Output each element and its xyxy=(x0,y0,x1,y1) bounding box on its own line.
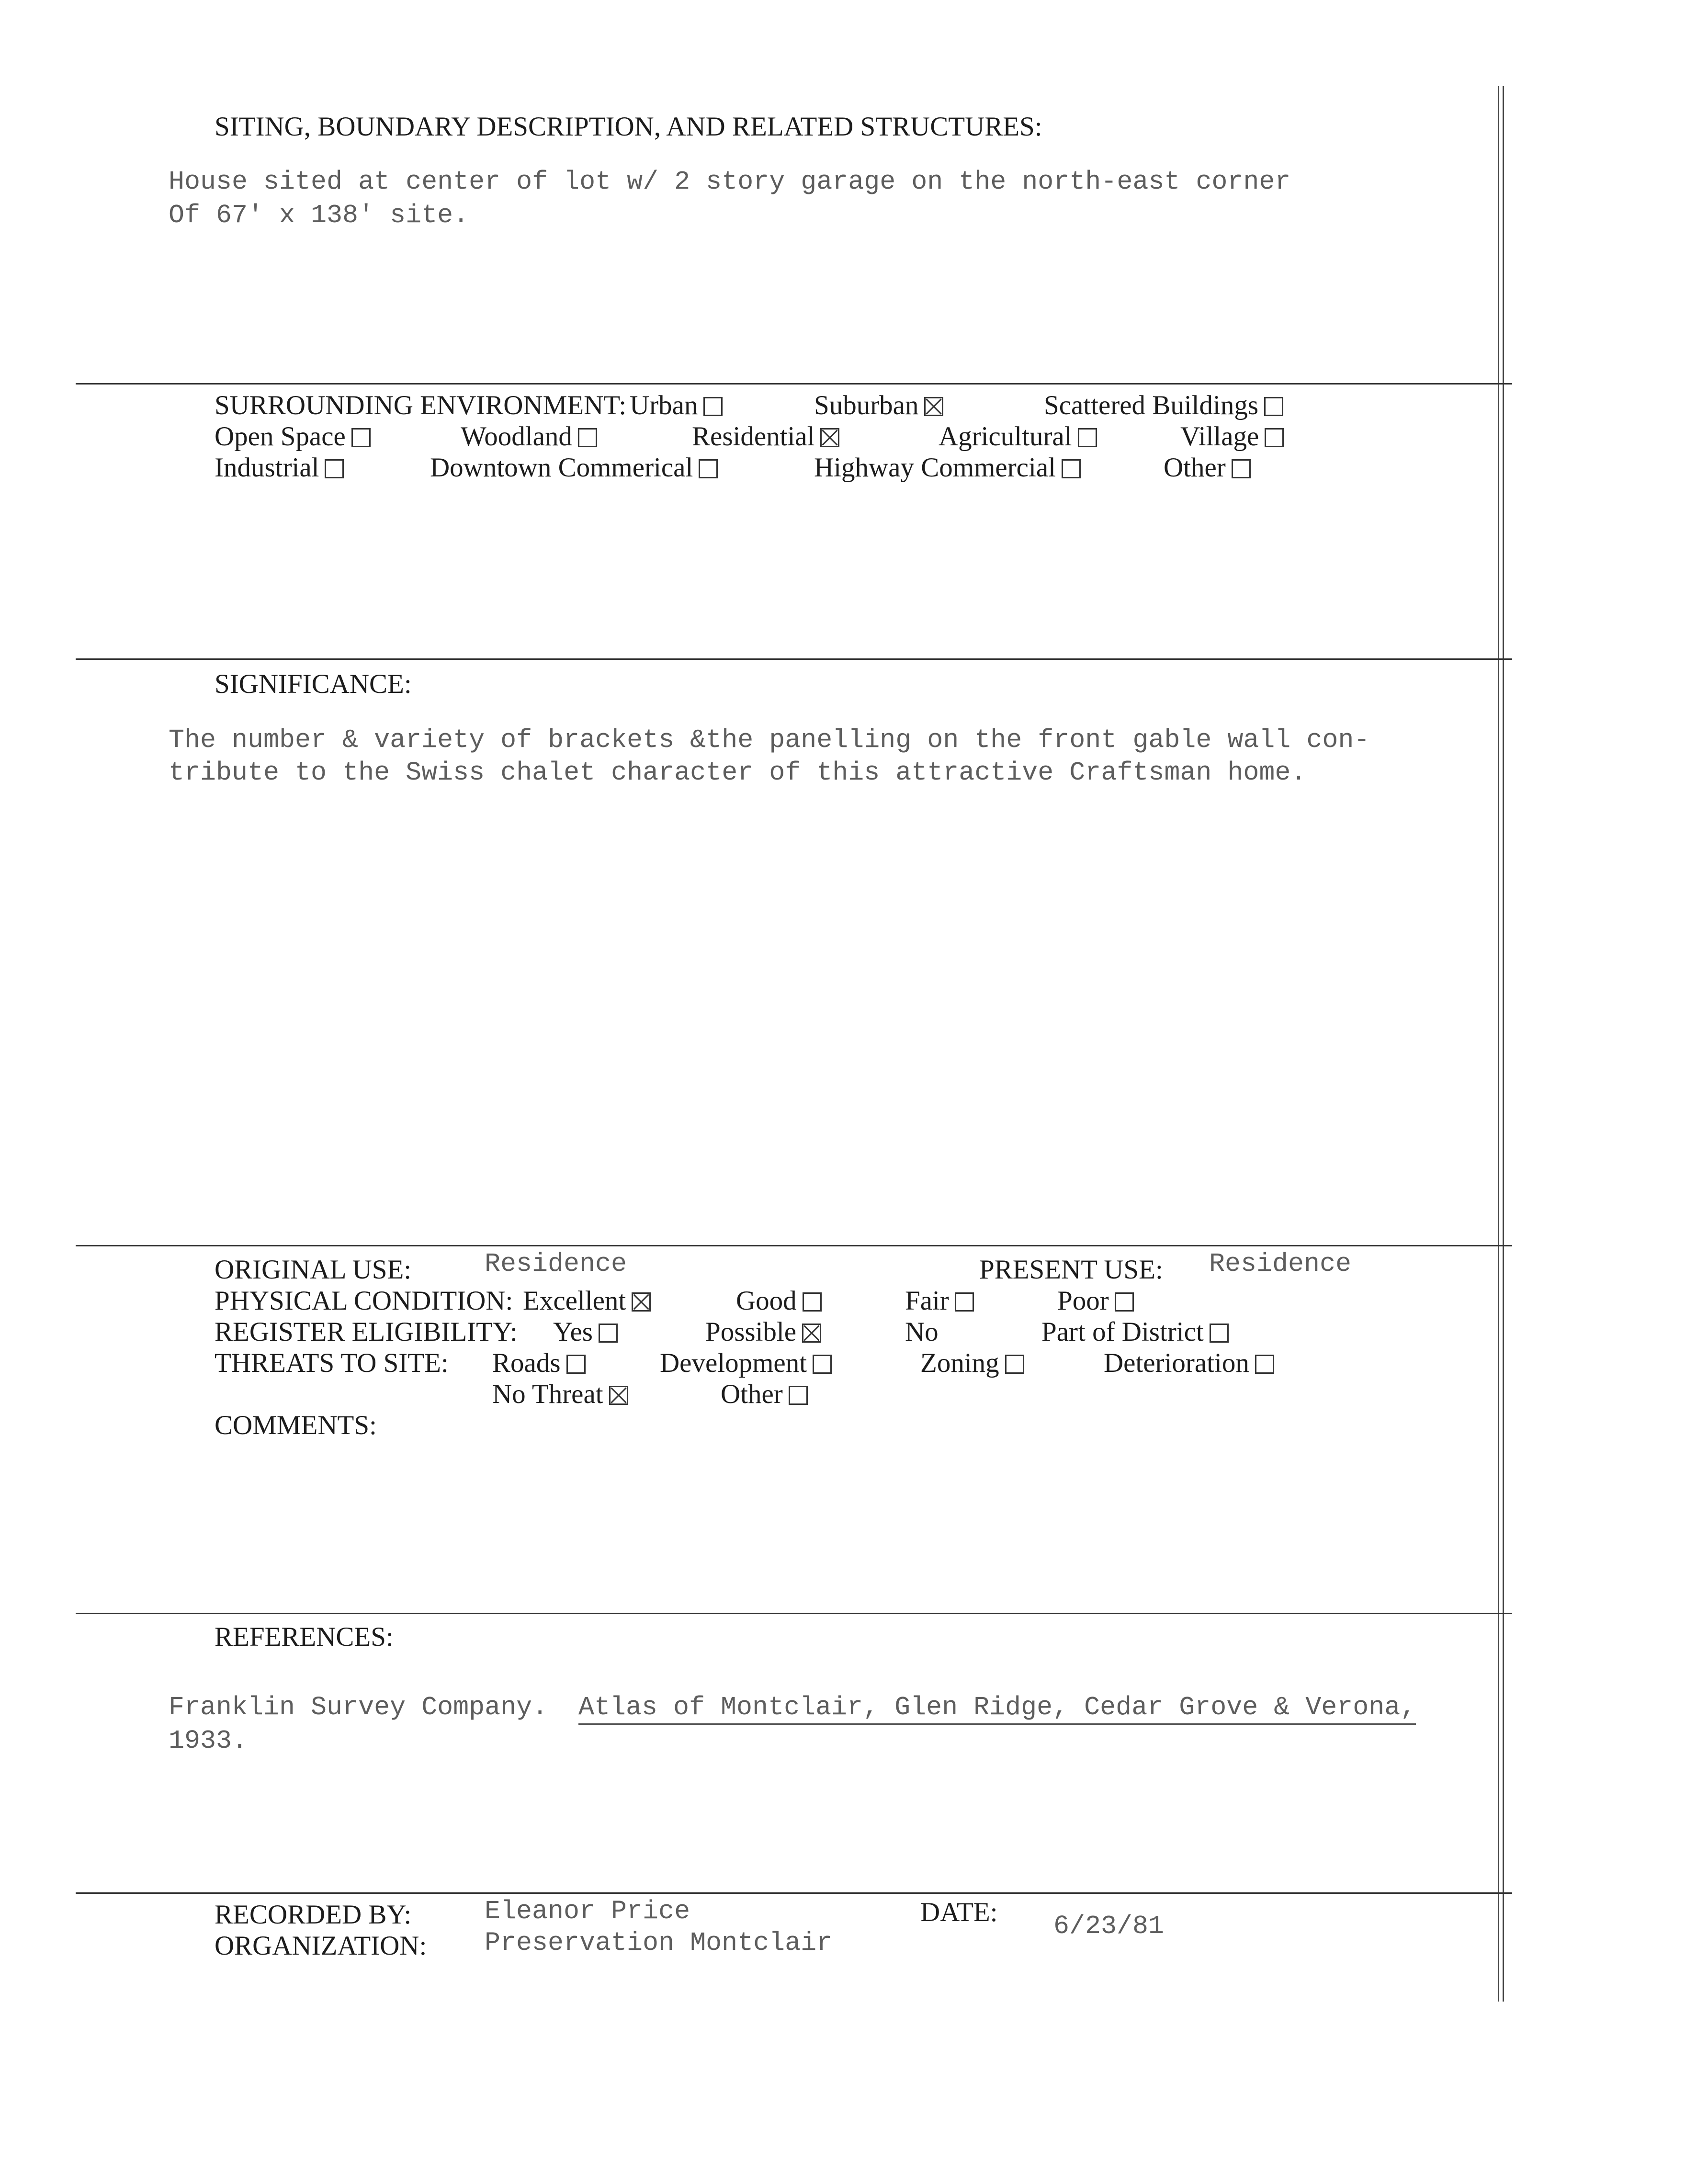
elig-possible xyxy=(705,1318,821,1346)
env-agricultural-checkbox[interactable] xyxy=(1078,428,1097,447)
env-village-checkbox[interactable] xyxy=(1265,428,1284,447)
elig-possible-checkbox[interactable] xyxy=(802,1324,821,1343)
cond-fair-label: Fair xyxy=(905,1286,949,1316)
env-woodland xyxy=(461,423,597,450)
env-other-label: Other xyxy=(1164,453,1226,483)
env-residential-label: Residential xyxy=(692,421,815,452)
threat-no-threat-checkbox[interactable] xyxy=(609,1386,628,1405)
cond-poor xyxy=(1057,1287,1134,1314)
env-woodland-checkbox[interactable] xyxy=(578,428,597,447)
recorded-by-value: Eleanor Price xyxy=(485,1896,690,1926)
threat-other xyxy=(721,1380,808,1408)
threat-deterioration xyxy=(1104,1349,1274,1377)
elig-yes xyxy=(553,1318,618,1346)
env-agricultural-label: Agricultural xyxy=(939,421,1072,452)
env-highway-label: Highway Commercial xyxy=(814,453,1056,483)
threat-roads-label: Roads xyxy=(492,1348,561,1378)
divider-1 xyxy=(76,383,1512,385)
env-suburban-label: Suburban xyxy=(814,390,919,420)
env-village-label: Village xyxy=(1180,421,1259,452)
date-value: 6/23/81 xyxy=(1053,1911,1165,1941)
threat-deterioration-label: Deterioration xyxy=(1104,1348,1249,1378)
cond-good xyxy=(736,1287,822,1314)
elig-no xyxy=(905,1318,939,1346)
siting-line-2: Of 67' x 138' site. xyxy=(169,200,469,230)
env-village xyxy=(1180,423,1284,450)
env-suburban xyxy=(814,392,943,419)
significance-heading: SIGNIFICANCE: xyxy=(215,669,412,699)
organization-value: Preservation Montclair xyxy=(485,1928,833,1958)
env-downtown-label: Downtown Commerical xyxy=(430,453,693,483)
recorded-by-label: RECORDED BY: xyxy=(215,1900,412,1930)
cond-excellent xyxy=(523,1287,651,1314)
env-urban-checkbox[interactable] xyxy=(703,397,723,416)
organization-label: ORGANIZATION: xyxy=(215,1931,427,1961)
siting-line-1: House sited at center of lot w/ 2 story garage on the north-east corner xyxy=(169,167,1291,197)
environment-row-1 xyxy=(215,392,626,419)
env-residential xyxy=(692,423,839,450)
elig-yes-checkbox[interactable] xyxy=(599,1324,618,1343)
env-industrial-label: Industrial xyxy=(215,453,319,483)
env-downtown-checkbox[interactable] xyxy=(699,459,718,478)
significance-line-1: The number & variety of brackets &the panelling on the front gable wall con- xyxy=(169,725,1370,755)
cond-excellent-checkbox[interactable] xyxy=(632,1292,651,1312)
env-urban-label: Urban xyxy=(630,390,698,420)
significance-line-2: tribute to the Swiss chalet character of this attractive Craftsman home. xyxy=(169,758,1307,788)
env-open-space-label: Open Space xyxy=(215,421,346,452)
threat-development xyxy=(660,1349,832,1377)
threat-no-threat-label: No Threat xyxy=(492,1379,603,1409)
present-use-label: PRESENT USE: xyxy=(979,1255,1163,1285)
cond-poor-label: Poor xyxy=(1057,1286,1109,1316)
env-downtown xyxy=(430,454,718,481)
threats-label: THREATS TO SITE: xyxy=(215,1348,449,1378)
right-border-inner xyxy=(1503,86,1504,2002)
env-other xyxy=(1164,454,1251,481)
env-urban xyxy=(630,392,723,419)
env-agricultural xyxy=(939,423,1097,450)
divider-4 xyxy=(76,1613,1512,1614)
comments-label: COMMENTS: xyxy=(215,1410,377,1440)
threat-development-checkbox[interactable] xyxy=(813,1355,832,1374)
env-open-space-checkbox[interactable] xyxy=(351,428,371,447)
elig-yes-label: Yes xyxy=(553,1317,593,1347)
environment-heading: SURROUNDING ENVIRONMENT: xyxy=(215,390,627,420)
elig-district-label: Part of District xyxy=(1041,1317,1204,1347)
threat-other-checkbox[interactable] xyxy=(789,1386,808,1405)
elig-possible-label: Possible xyxy=(705,1317,797,1347)
elig-district-checkbox[interactable] xyxy=(1210,1324,1229,1343)
threat-deterioration-checkbox[interactable] xyxy=(1255,1355,1274,1374)
references-heading: REFERENCES: xyxy=(215,1622,394,1652)
threat-zoning-label: Zoning xyxy=(920,1348,999,1378)
date-label: DATE: xyxy=(920,1897,998,1927)
elig-district xyxy=(1041,1318,1229,1346)
cond-good-label: Good xyxy=(736,1286,797,1316)
cond-fair-checkbox[interactable] xyxy=(955,1292,974,1312)
cond-fair xyxy=(905,1287,974,1314)
threat-other-label: Other xyxy=(721,1379,783,1409)
original-use-value: Residence xyxy=(485,1249,627,1279)
threat-roads-checkbox[interactable] xyxy=(566,1355,586,1374)
threat-development-label: Development xyxy=(660,1348,807,1378)
reference-author: Franklin Survey Company. xyxy=(169,1692,548,1722)
env-scattered-checkbox[interactable] xyxy=(1264,397,1283,416)
threat-zoning xyxy=(920,1349,1024,1377)
cond-excellent-label: Excellent xyxy=(523,1286,626,1316)
env-scattered-label: Scattered Buildings xyxy=(1044,390,1259,420)
original-use-label: ORIGINAL USE: xyxy=(215,1255,412,1285)
env-industrial xyxy=(215,454,344,481)
divider-3 xyxy=(76,1245,1512,1246)
env-woodland-label: Woodland xyxy=(461,421,572,452)
condition-label: PHYSICAL CONDITION: xyxy=(215,1286,513,1316)
env-industrial-checkbox[interactable] xyxy=(325,459,344,478)
elig-no-label: No xyxy=(905,1317,939,1347)
env-residential-checkbox[interactable] xyxy=(820,428,839,447)
reference-title: Atlas of Montclair, Glen Ridge, Cedar Grove & Verona, xyxy=(578,1694,1416,1725)
divider-5 xyxy=(76,1892,1512,1894)
cond-good-checkbox[interactable] xyxy=(803,1292,822,1312)
env-suburban-checkbox[interactable] xyxy=(924,397,943,416)
present-use-value: Residence xyxy=(1209,1249,1352,1279)
cond-poor-checkbox[interactable] xyxy=(1115,1292,1134,1312)
env-open-space xyxy=(215,423,371,450)
env-scattered xyxy=(1044,392,1283,419)
eligibility-label: REGISTER ELIGIBILITY: xyxy=(215,1317,518,1347)
reference-year: 1933. xyxy=(169,1726,248,1756)
right-border-outer xyxy=(1498,86,1499,2002)
env-highway-checkbox[interactable] xyxy=(1062,459,1081,478)
env-other-checkbox[interactable] xyxy=(1232,459,1251,478)
divider-2 xyxy=(76,658,1512,660)
threat-zoning-checkbox[interactable] xyxy=(1005,1355,1024,1374)
threat-no-threat xyxy=(492,1380,628,1408)
siting-heading: SITING, BOUNDARY DESCRIPTION, AND RELATED STRUCTURES: xyxy=(215,112,1042,142)
threat-roads xyxy=(492,1349,586,1377)
env-highway xyxy=(814,454,1081,481)
